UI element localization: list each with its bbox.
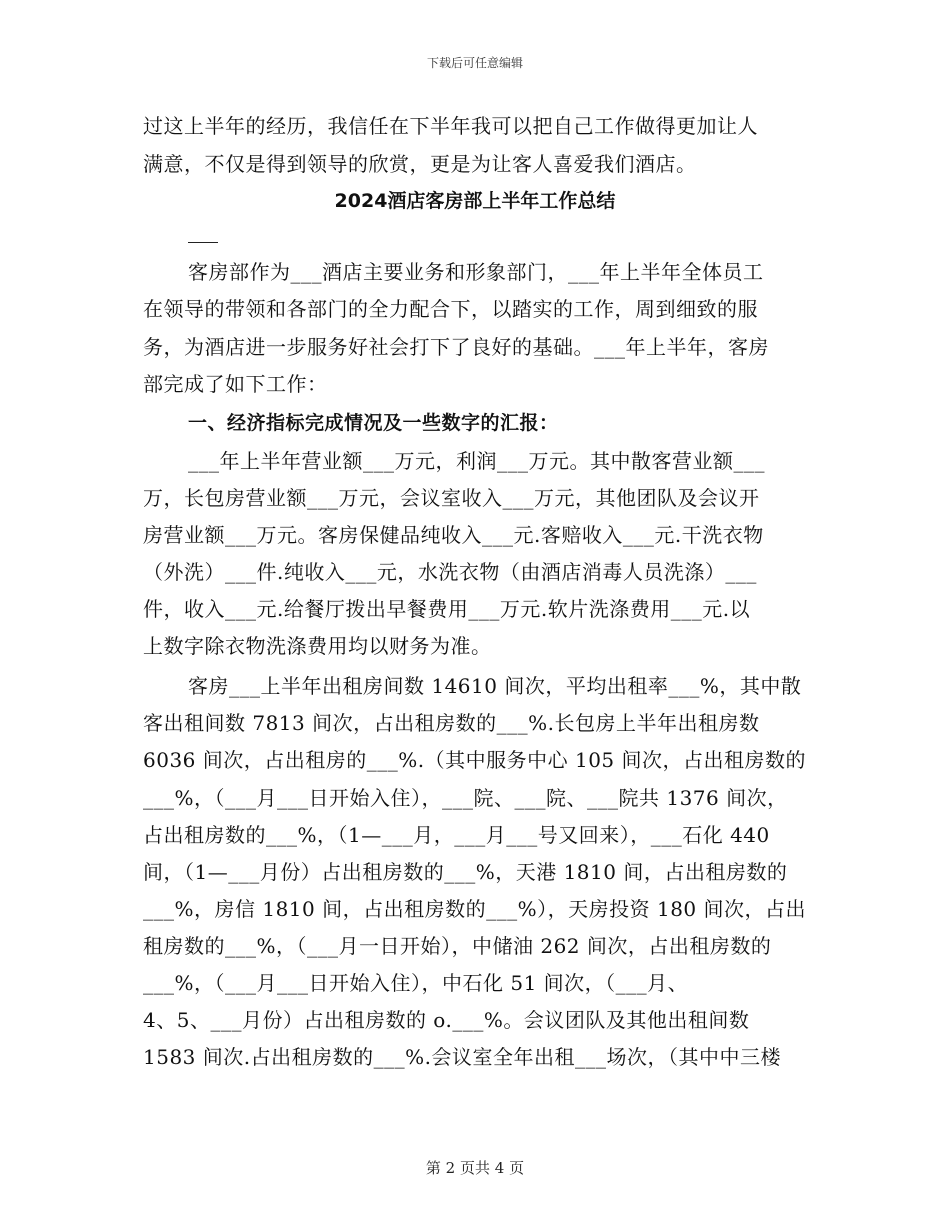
paragraph-line: 间，（1—___月份）占出租房数的___%，天港 1810 间，占出租房数的: [143, 860, 788, 884]
paragraph-line: 客出租间数 7813 间次，占出租房数的___%.长包房上半年出租房数: [143, 711, 760, 735]
paragraph-line: 租房数的___%，（___月一日开始），中储油 262 间次，占出租房数的: [143, 934, 772, 958]
page-header: 下载后可任意编辑: [426, 56, 523, 70]
paragraph-line: 务，为酒店进一步服务好社会打下了良好的基础。___年上半年，客房: [143, 335, 769, 359]
paragraph-line: 部完成了如下工作：: [143, 372, 328, 396]
paragraph-line: 占出租房数的___%，（1—___月，___月___号又回来），___石化 440: [143, 823, 770, 847]
paragraph-line: 房营业额___万元。客房保健品纯收入___元.客赔收入___元.干洗衣物: [143, 523, 764, 547]
paragraph-line: 过这上半年的经历，我信任在下半年我可以把自己工作做得更加让人: [143, 114, 758, 138]
paragraph-line: ___%，房信 1810 间，占出租房数的___%），天房投资 180 间次，占出: [143, 897, 807, 921]
paragraph-line: 万，长包房营业额___万元，会议室收入___万元，其他团队及会议开: [143, 486, 760, 510]
document-title: 2024酒店客房部上半年工作总结: [334, 190, 616, 212]
blank-underline: [188, 242, 218, 243]
paragraph-line: 客房部作为___酒店主要业务和形象部门，___年上半年全体员工: [188, 260, 764, 284]
paragraph-line: 上数字除衣物洗涤费用均以财务为准。: [143, 634, 492, 658]
paragraph-line: ___%，（___月___日开始入住），中石化 51 间次，（___月、: [143, 971, 689, 995]
paragraph-line: 客房___上半年出租房间数 14610 间次，平均出租率___%，其中散: [188, 674, 802, 698]
page-footer: 第 2 页共 4 页: [425, 1159, 525, 1177]
paragraph-line: ___%，（___月___日开始入住），___院、___院、___院共 1376 间次，: [143, 786, 788, 810]
paragraph-line: （外洗）___件.纯收入___元，水洗衣物（由酒店消毒人员洗涤）___: [143, 560, 757, 584]
paragraph-line: 4、5、___月份）占出租房数的 o.___%。会议团队及其他出租间数: [143, 1008, 750, 1032]
paragraph-line: 在领导的带领和各部门的全力配合下，以踏实的工作，周到细致的服: [143, 297, 758, 321]
paragraph-line: 1583 间次.占出租房数的___%.会议室全年出租___场次，（其中中三楼: [143, 1045, 781, 1069]
section-heading: 一、经济指标完成情况及一些数字的汇报：: [188, 412, 559, 434]
paragraph-line: ___年上半年营业额___万元，利润___万元。其中散客营业额___: [188, 449, 765, 473]
paragraph-line: 6036 间次，占出租房的___%.（其中服务中心 105 间次，占出租房数的: [143, 748, 807, 772]
paragraph-line: 满意，不仅是得到领导的欣赏，更是为让客人喜爱我们酒店。: [143, 152, 697, 176]
paragraph-line: 件，收入___元.给餐厅拨出早餐费用___万元.软片洗涤费用___元.以: [143, 597, 751, 621]
